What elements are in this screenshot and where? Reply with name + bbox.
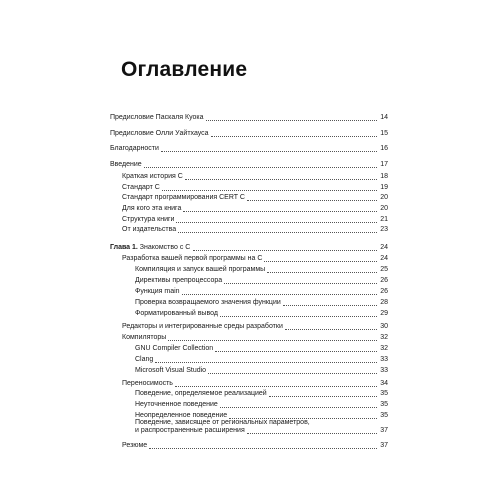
dot-leader xyxy=(149,448,377,449)
toc-entry-text: Предисловие Олли Уайтхауса xyxy=(110,130,209,137)
toc-entry[interactable] xyxy=(110,184,388,192)
toc-entry[interactable] xyxy=(110,114,388,122)
dot-leader xyxy=(220,316,377,317)
toc-entry-text: Переносимость xyxy=(122,380,173,387)
toc-page-number: 37 xyxy=(380,442,388,449)
toc-entry-text: Директивы препроцессора xyxy=(135,277,223,284)
dot-leader xyxy=(215,351,377,352)
toc-entry-label xyxy=(135,356,153,364)
toc-entry[interactable] xyxy=(110,277,388,285)
toc-entry[interactable] xyxy=(110,244,388,252)
toc-entry-text: Предисловие Паскаля Куока xyxy=(110,114,204,121)
toc-entry[interactable] xyxy=(110,173,388,181)
toc-entry[interactable] xyxy=(110,130,388,138)
dot-leader xyxy=(247,200,377,201)
toc-entry-text: Структура книги xyxy=(122,216,175,223)
toc-entry-label xyxy=(135,277,222,285)
toc-page-number: 20 xyxy=(380,205,388,212)
toc-entry-text: Для кого эта книга xyxy=(122,205,182,212)
toc-page-number: 17 xyxy=(380,161,388,168)
toc-entry-label xyxy=(122,334,166,342)
toc-entry-label xyxy=(122,323,283,331)
dot-leader xyxy=(176,222,377,223)
chapter-number: Глава 1. xyxy=(110,244,138,251)
toc-entry-text: Неуточненное поведение xyxy=(135,401,218,408)
dot-leader xyxy=(161,151,377,152)
toc-page-number: 25 xyxy=(380,266,388,273)
toc-page-number: 16 xyxy=(380,145,388,152)
toc-page-number: 35 xyxy=(380,401,388,408)
toc-entry-label xyxy=(122,205,181,213)
toc-page-number: 32 xyxy=(380,334,388,341)
toc-entry-text: GNU Compiler Collection xyxy=(135,345,214,352)
dot-leader xyxy=(155,362,377,363)
toc-page-number: 24 xyxy=(380,255,388,262)
page-title: Оглавление xyxy=(121,58,248,81)
toc-entry-text: Стандарт программирования CERT C xyxy=(122,194,245,201)
toc-entry-label xyxy=(135,299,281,307)
toc-entry-text: Функция main xyxy=(135,288,180,295)
dot-leader xyxy=(185,179,377,180)
toc-entry-label xyxy=(122,173,183,181)
dot-leader xyxy=(220,407,377,408)
toc-entry[interactable] xyxy=(110,255,388,263)
toc-entry[interactable] xyxy=(110,390,388,398)
toc-entry-label xyxy=(135,401,218,409)
toc-entry-text: Неопределенное поведение xyxy=(135,412,228,419)
toc-entry-text: Поведение, определяемое реализацией xyxy=(135,390,267,397)
toc-entry-text: Стандарт C xyxy=(122,184,160,191)
toc-entry-text: От издательства xyxy=(122,226,177,233)
toc-entry-label xyxy=(122,216,174,224)
toc-entry-label xyxy=(122,380,173,388)
toc-entry[interactable] xyxy=(110,226,388,234)
toc-entry-label xyxy=(110,145,159,153)
toc-entry-label xyxy=(110,114,204,122)
toc-page-number: 20 xyxy=(380,194,388,201)
dot-leader xyxy=(224,283,377,284)
toc-entry-label xyxy=(122,226,176,234)
toc-page-number: 37 xyxy=(380,427,388,434)
toc-entry[interactable] xyxy=(110,216,388,224)
toc-page-number: 21 xyxy=(380,216,388,223)
toc-page-number: 28 xyxy=(380,299,388,306)
toc-page-number: 24 xyxy=(380,244,388,251)
toc-page-number: 35 xyxy=(380,412,388,419)
toc-entry-text: Microsoft Visual Studio xyxy=(135,367,207,374)
toc-page-number: 18 xyxy=(380,173,388,180)
toc-entry-label xyxy=(122,255,262,263)
toc-entry-text: Проверка возвращаемого значения функции xyxy=(135,299,281,306)
toc-entry-label xyxy=(110,161,142,169)
toc-entry[interactable] xyxy=(110,442,388,450)
toc-entry-text: Компиляция и запуск вашей программы xyxy=(135,266,266,273)
toc-entry-text: Clang xyxy=(135,356,154,363)
toc-entry-text: Разработка вашей первой программы на С xyxy=(122,255,263,262)
toc-entry-text: Благодарности xyxy=(110,145,159,152)
dot-leader xyxy=(183,211,377,212)
toc-page-number: 26 xyxy=(380,277,388,284)
dot-leader xyxy=(193,250,377,251)
dot-leader xyxy=(178,232,377,233)
dot-leader xyxy=(182,294,377,295)
toc-entry-label xyxy=(135,266,265,274)
toc-entry-text: Поведение, зависящее от региональных параметров, и распространенные расширения xyxy=(135,419,310,434)
dot-leader xyxy=(285,329,377,330)
toc-entry-label xyxy=(135,367,206,375)
toc-entry-label xyxy=(135,390,267,398)
toc-page-number: 34 xyxy=(380,380,388,387)
toc-entry-text: Форматированный вывод xyxy=(135,310,218,317)
toc-page-number: 30 xyxy=(380,323,388,330)
toc-page-number: 23 xyxy=(380,226,388,233)
dot-leader xyxy=(247,433,377,434)
toc-entry-label xyxy=(110,244,190,252)
toc-page-number: 29 xyxy=(380,310,388,317)
toc-entry-text: Резюме xyxy=(122,442,148,449)
toc-entry-label xyxy=(135,310,218,318)
toc-entry[interactable] xyxy=(110,323,388,331)
toc-page-number: 15 xyxy=(380,130,388,137)
toc-entry[interactable] xyxy=(110,334,388,342)
toc-entry-text: Введение xyxy=(110,161,142,168)
dot-leader xyxy=(168,340,377,341)
dot-leader xyxy=(162,190,377,191)
toc-entry-label xyxy=(110,130,209,138)
toc-page-number: 33 xyxy=(380,367,388,374)
dot-leader xyxy=(175,386,377,387)
dot-leader xyxy=(264,261,377,262)
toc-page-number: 32 xyxy=(380,345,388,352)
toc-page-number: 35 xyxy=(380,390,388,397)
toc-entry-label xyxy=(122,184,160,192)
toc-page-number: 19 xyxy=(380,184,388,191)
toc-entry-text: Компиляторы xyxy=(122,334,167,341)
toc-page-number: 26 xyxy=(380,288,388,295)
toc-entry[interactable] xyxy=(110,266,388,274)
toc-page-number: 14 xyxy=(380,114,388,121)
toc-entry-text: Знакомство с С xyxy=(137,244,191,251)
dot-leader xyxy=(208,373,377,374)
toc-entry[interactable] xyxy=(110,205,388,213)
toc-entry[interactable] xyxy=(110,345,388,353)
toc-entry[interactable] xyxy=(110,380,388,388)
toc-entry[interactable] xyxy=(110,417,388,435)
toc-entry-label xyxy=(135,288,180,296)
toc-entry[interactable] xyxy=(110,310,388,318)
toc-entry[interactable] xyxy=(110,161,388,169)
toc-entry-label xyxy=(122,194,245,202)
toc-entry-label xyxy=(135,345,213,353)
toc-entry[interactable] xyxy=(110,288,388,296)
toc-entry-text: Краткая история C xyxy=(122,173,183,180)
toc-entry[interactable] xyxy=(110,401,388,409)
toc-entry[interactable] xyxy=(110,299,388,307)
dot-leader xyxy=(144,167,377,168)
dot-leader xyxy=(267,272,377,273)
dot-leader xyxy=(211,136,377,137)
toc-page-number: 33 xyxy=(380,356,388,363)
toc-entry-label xyxy=(122,442,147,450)
dot-leader xyxy=(206,120,377,121)
toc-entry-text: Редакторы и интегрированные среды разработки xyxy=(122,323,283,330)
toc-entry[interactable] xyxy=(110,194,388,202)
dot-leader xyxy=(283,305,377,306)
toc-entry[interactable] xyxy=(110,356,388,364)
toc-entry[interactable] xyxy=(110,367,388,375)
dot-leader xyxy=(269,396,377,397)
toc-entry[interactable] xyxy=(110,145,388,153)
